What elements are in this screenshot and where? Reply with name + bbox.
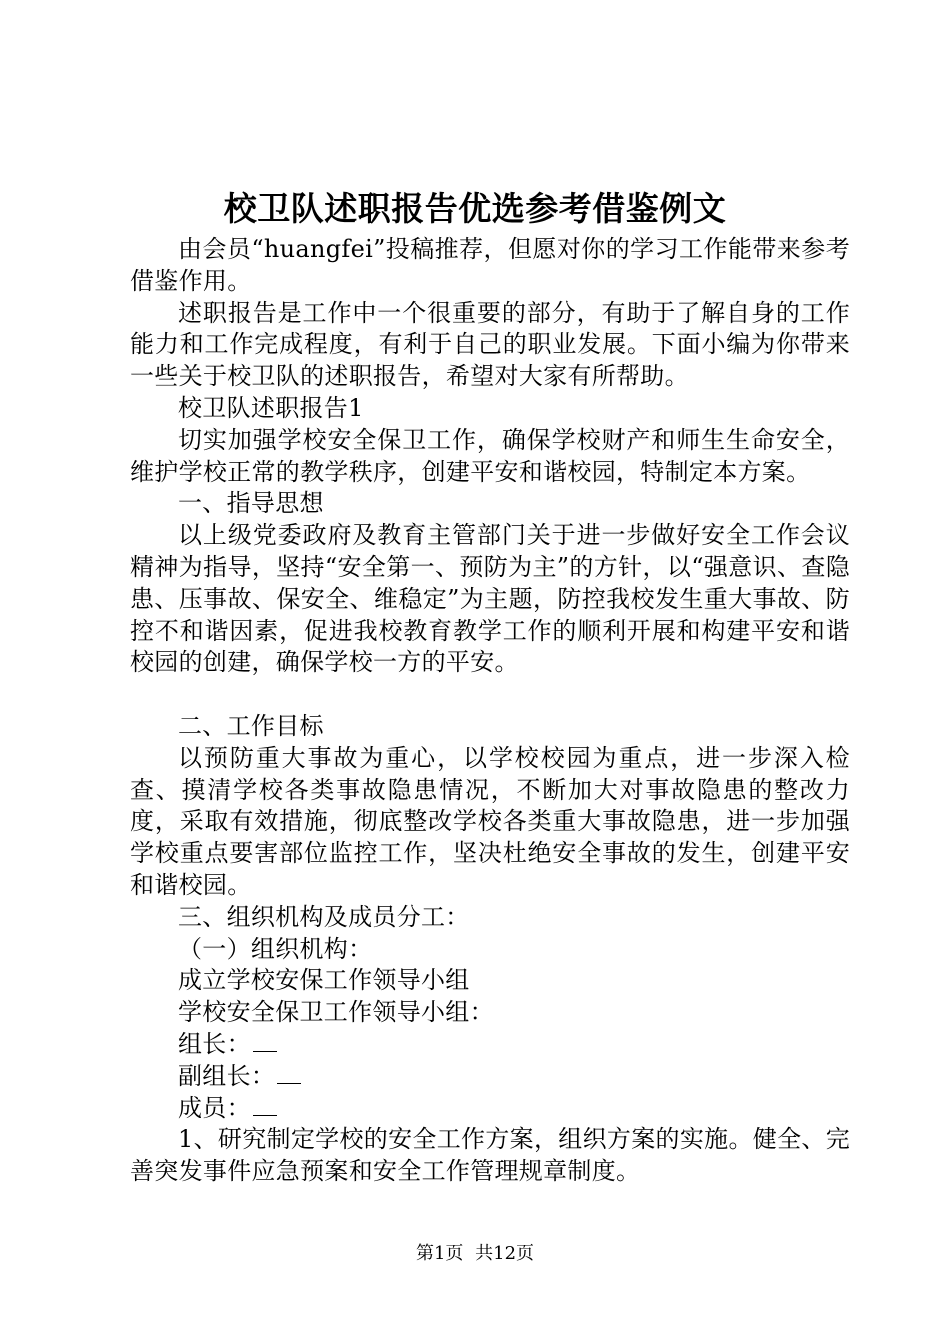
- guiding-thought-paragraph: 以上级党委政府及教育主管部门关于进一步做好安全工作会议精神为指导，坚持“安全第一、预防为主”的方针，以“强意识、查隐患、压事故、保安全、维稳定”为主题，防控我校发生重大事故、防控不和谐因素，促进我校教育教学工作的顺利开展和构建平安和谐校园的创建，确保学校一方的平安。: [130, 521, 850, 677]
- leader-line: [130, 1029, 850, 1061]
- blank-line: [130, 679, 850, 711]
- subsection-heading-organization: （一）组织机构：: [178, 934, 373, 963]
- duty-paragraph: 1、研究制定学校的安全工作方案，组织方案的实施。健全、完善突发事件应急预案和安全工作管理规章制度。: [130, 1125, 850, 1186]
- group-heading-line: 学校安全保卫工作领导小组：: [178, 998, 494, 1027]
- leader-blank: [253, 1031, 277, 1052]
- deputy-leader-label: 副组长：: [178, 1061, 276, 1090]
- deputy-leader-blank: [277, 1063, 301, 1084]
- overview-paragraph: 述职报告是工作中一个很重要的部分，有助于了解自身的工作能力和工作完成程度，有利于自己的职业发展。下面小编为你带来一些关于校卫队的述职报告，希望对大家有所帮助。: [130, 298, 850, 391]
- purpose-paragraph: 切实加强学校安全保卫工作，确保学校财产和师生生命安全，维护学校正常的教学秩序，创建平安和谐校园，特制定本方案。: [130, 425, 850, 486]
- work-goal-paragraph: 以预防重大事故为重心，以学校校园为重点，进一步深入检查、摸清学校各类事故隐患情况，不断加大对事故隐患的整改力度，采取有效措施，彻底整改学校各类重大事故隐患，进一步加强学校重点要害部位监控工作，坚决杜绝安全事故的发生，创建平安和谐校园。: [130, 743, 850, 899]
- members-line: [130, 1093, 850, 1125]
- leader-label: 组长：: [178, 1029, 251, 1058]
- members-label: 成员：: [178, 1093, 251, 1122]
- section-heading-work-goal: 二、工作目标: [178, 711, 324, 740]
- page-footer: 第1页 共12页: [415, 1243, 535, 1264]
- document-body: [130, 234, 850, 1188]
- organization-line: 成立学校安保工作领导小组: [178, 966, 470, 995]
- report-heading: 校卫队述职报告1: [178, 393, 364, 422]
- document-title: 校卫队述职报告优选参考借鉴例文: [223, 189, 727, 228]
- intro-paragraph: 由会员“huangfei”投稿推荐，但愿对你的学习工作能带来参考借鉴作用。: [130, 235, 850, 295]
- members-blank: [253, 1095, 277, 1116]
- deputy-leader-line: [130, 1061, 850, 1093]
- section-heading-guiding-thought: 一、指导思想: [178, 489, 324, 518]
- section-heading-organization: 三、组织机构及成员分工：: [178, 902, 470, 931]
